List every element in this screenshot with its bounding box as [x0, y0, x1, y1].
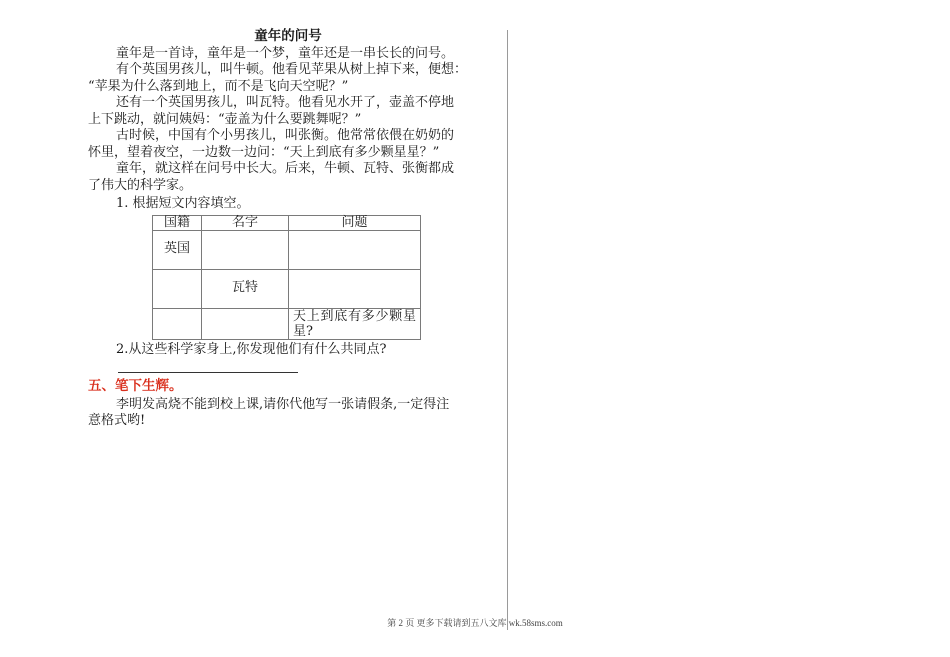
cell-name[interactable]	[202, 230, 289, 269]
paragraph-2-cont: “苹果为什么落到地上，而不是飞向天空呢？”	[88, 78, 349, 94]
header-question: 问题	[289, 215, 421, 230]
cell-question[interactable]	[289, 230, 421, 269]
page-footer: 第 2 页 更多下载请到五八文库 wk.58sms.com	[387, 618, 563, 628]
cell-name[interactable]	[202, 308, 289, 339]
table-row	[153, 308, 421, 339]
cell-name: 瓦特	[202, 269, 289, 308]
cell-question: 天上到底有多少颗星星?	[289, 308, 421, 339]
section-5-instruction-cont: 意格式哟!	[88, 413, 146, 428]
answer-line[interactable]	[118, 362, 298, 373]
cell-nationality[interactable]	[153, 269, 202, 308]
paragraph-4: 古时候，中国有个小男孩儿，叫张衡。他常常依偎在奶奶的	[116, 128, 455, 143]
table-row	[153, 230, 421, 269]
cell-question[interactable]	[289, 269, 421, 308]
article-title: 童年的问号	[254, 28, 322, 44]
column-divider	[507, 30, 508, 630]
question-2-prompt: 2.从这些科学家身上,你发现他们有什么共同点?	[116, 341, 387, 357]
section-5-instruction: 李明发高烧不能到校上课,请你代他写一张请假条,一定得注	[116, 396, 450, 412]
section-5-heading: 五、笔下生辉。	[88, 378, 183, 394]
paragraph-2: 有个英国男孩儿，叫牛顿。他看见苹果从树上掉下来，便想：	[116, 62, 468, 77]
header-nationality: 国籍	[153, 215, 202, 230]
paragraph-5-cont: 了伟大的科学家。	[88, 177, 193, 193]
paragraph-1: 童年是一首诗，童年是一个梦，童年还是一串长长的问号。	[116, 45, 455, 61]
paragraph-3: 还有一个英国男孩儿，叫瓦特。他看见水开了，壶盖不停地	[116, 95, 455, 110]
header-name: 名字	[202, 215, 289, 230]
cell-nationality: 英国	[153, 230, 202, 269]
left-column	[88, 28, 488, 430]
table-row	[153, 269, 421, 308]
paragraph-5: 童年，就这样在问号中长大。后来，牛顿、瓦特、张衡都成	[116, 161, 455, 176]
fill-in-table	[152, 215, 421, 340]
question-1-prompt: 1. 根据短文内容填空。	[116, 196, 250, 211]
cell-nationality[interactable]	[153, 308, 202, 339]
table-header-row	[153, 215, 421, 230]
paragraph-3-cont: 上下跳动，就问姨妈：“壶盖为什么要跳舞呢？”	[88, 111, 362, 127]
paragraph-4-cont: 怀里，望着夜空，一边数一边问：“天上到底有多少颗星星？”	[88, 144, 440, 160]
